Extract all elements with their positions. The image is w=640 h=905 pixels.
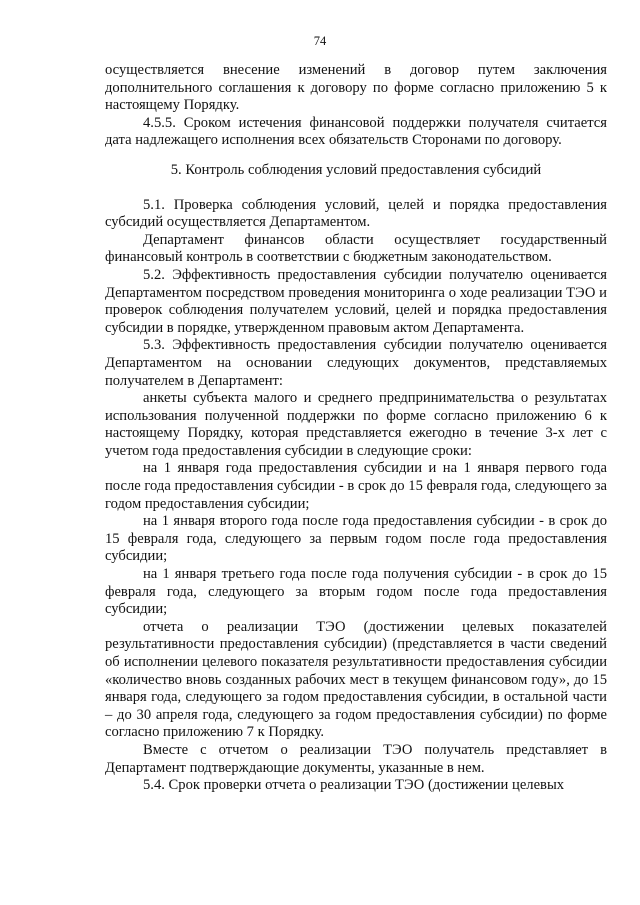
paragraph-5-2: 5.2. Эффективность предоставления субсидии получателю оценивается Департаментом посредством проведения мониторинга о ходе реализации ТЭО и проверок соблюдения получателем условий, целей и порядка предоставления субсидии в порядке, утвержденном правовым актом Департамента. (105, 266, 607, 336)
document-body (105, 62, 607, 795)
paragraph-supporting-docs: Вместе с отчетом о реализации ТЭО получатель представляет в Департамент подтверждающие документы, указанные в нем. (105, 741, 607, 776)
paragraph-4-5-5: 4.5.5. Сроком истечения финансовой поддержки получателя считается дата надлежащего исполнения всех обязательств Сторонами по договору. (105, 114, 607, 149)
paragraph-finance-department: Департамент финансов области осуществляет государственный финансовый контроль в соответствии с бюджетным законодательством. (105, 231, 607, 266)
paragraph-report: отчета о реализации ТЭО (достижении целевых показателей результативности предоставления субсидии) (представляется в части сведений об исполнении целевого показателя результативности предоставления субсидии «количество вновь созданных рабочих мест в текущем финансовом году», до 15 января года, следующего за годом предоставления субсидии, в остальной части – до 30 апреля года, следующего за годом предоставления субсидии) по форме согласно приложению 7 к Порядку. (105, 618, 607, 741)
paragraph-deadline-3: на 1 января третьего года после года получения субсидии - в срок до 15 февраля года, следующего за вторым годом после года предоставления субсидии; (105, 566, 607, 618)
paragraph-5-3: 5.3. Эффективность предоставления субсидии получателю оценивается Департаментом на основании следующих документов, представляемых получателем в Департамент: (105, 337, 607, 389)
page-number: 74 (313, 34, 327, 48)
paragraph-5-1: 5.1. Проверка соблюдения условий, целей и порядка предоставления субсидий осуществляется Департаментом. (105, 196, 607, 231)
paragraph-5-4: 5.4. Срок проверки отчета о реализации ТЭО (достижении целевых (143, 777, 565, 794)
paragraph-continuation: осуществляется внесение изменений в договор путем заключения дополнительного соглашения к договору по форме согласно приложению 5 к настоящему Порядку. (105, 62, 607, 114)
paragraph-deadline-2: на 1 января второго года после года предоставления субсидии - в срок до 15 февраля года, следующего за первым годом после года предоставления субсидии; (105, 513, 607, 565)
paragraph-questionnaire: анкеты субъекта малого и среднего предпринимательства о результатах использования полученной поддержки по форме согласно приложению 6 к настоящему Порядку, которая представляется ежегодно в течение 3-х лет с учетом года предоставления субсидии в следующие сроки: (105, 390, 607, 459)
section-heading: 5. Контроль соблюдения условий предоставления субсидий (170, 161, 542, 178)
paragraph-deadline-1: на 1 января года предоставления субсидии и на 1 января первого года после года предоставления субсидии - в срок до 15 февраля года, следующего за годом предоставления субсидии; (105, 460, 607, 512)
